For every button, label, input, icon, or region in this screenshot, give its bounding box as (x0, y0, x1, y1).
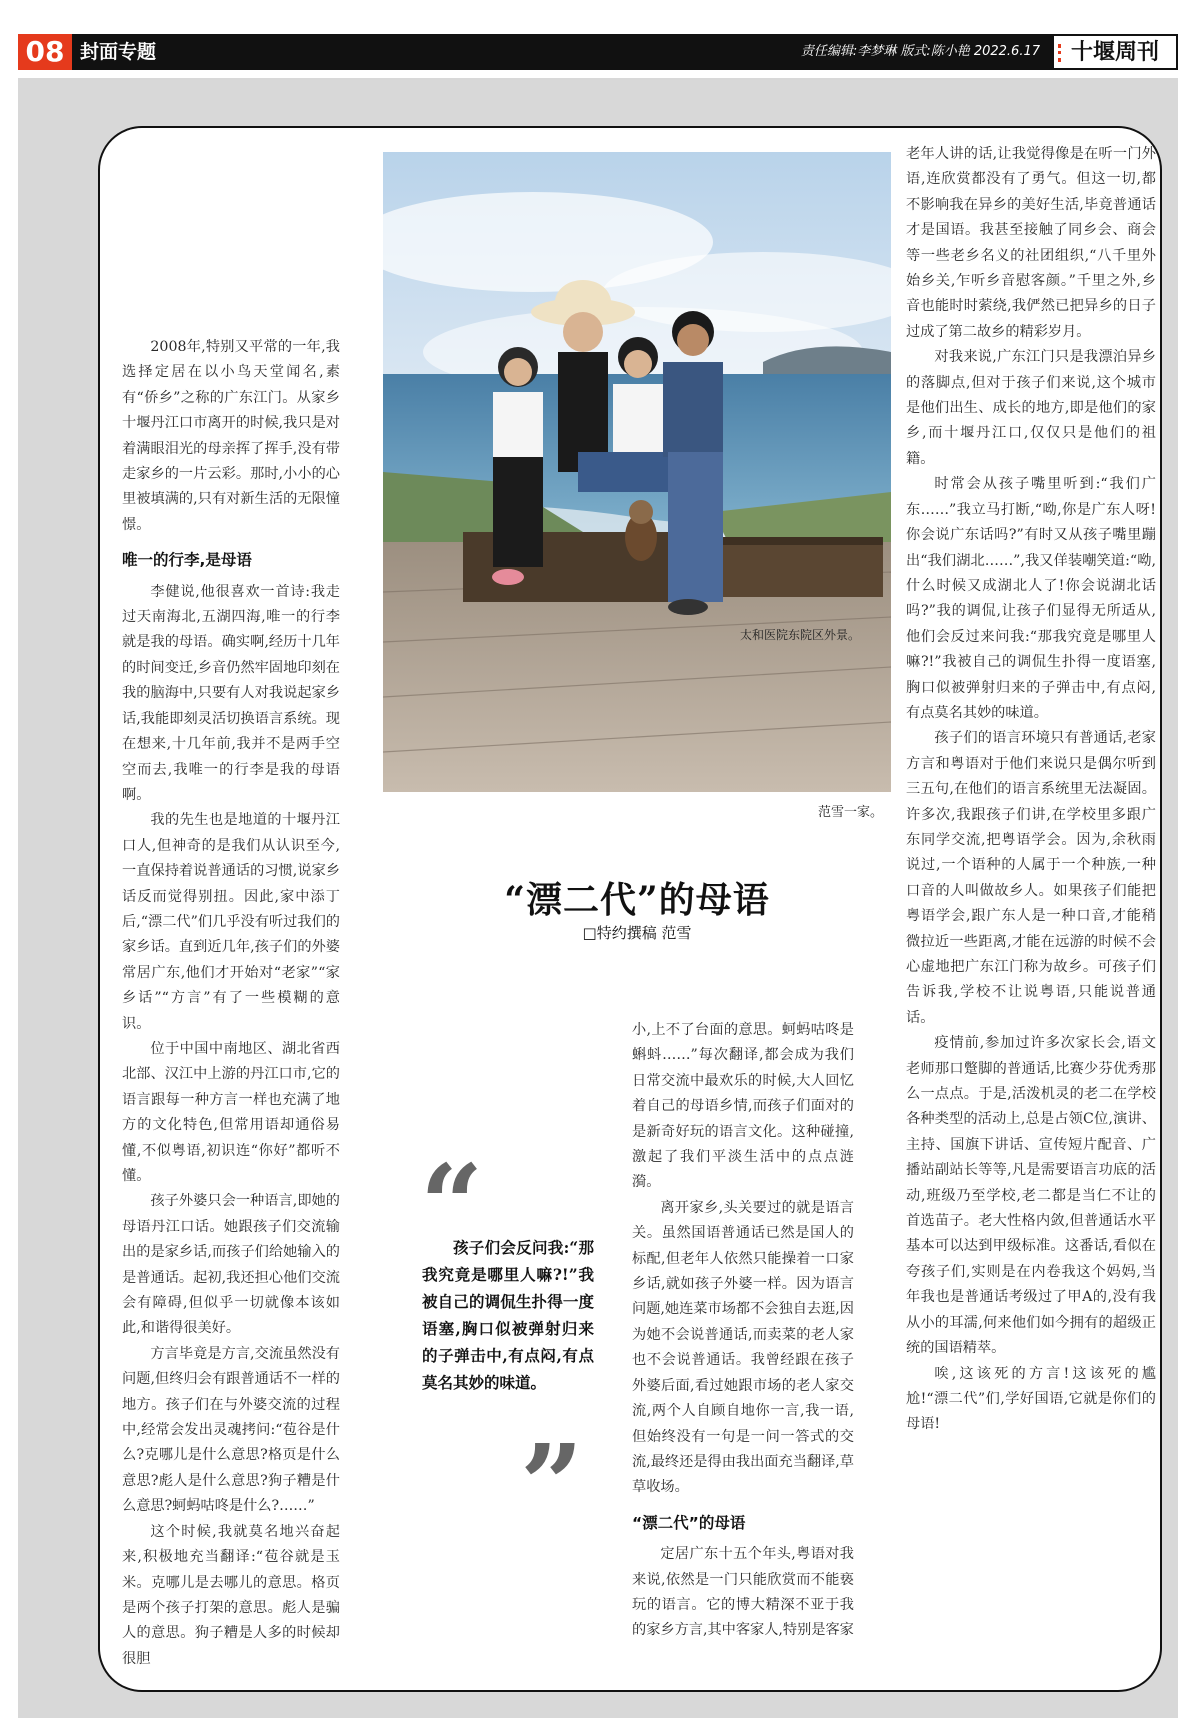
quote-close-icon: ” (520, 1420, 584, 1549)
paragraph: 孩子们的语言环境只有普通话,老家方言和粤语对于他们来说只是偶尔听到三五句,在他们的语言系统里无法凝固。许多次,我跟孩子们讲,在学校里多跟广东同学交流,把粤语学会。因为,余秋雨说过,一个语种的人属于一个种族,一种口音的人叫做故乡人。如果孩子们能把粤语学会,跟广东人是一种口音,才能稍微拉近一些距离,才能在远游的时候不会心虚地把广东江门称为故乡。可孩子们告诉我,学校不让说粤语,只能说普通话。 (906, 730, 1156, 1026)
brand-logo (1052, 34, 1178, 70)
section-title: 封面专题 (80, 41, 157, 63)
column-3 (632, 1018, 854, 1644)
subheading: “漂二代”的母语 (632, 1513, 746, 1532)
pull-quote-text: 孩子们会反问我:“那我究竟是哪里人嘛?!”我被自己的调侃生扑得一度语塞,胸口似被弹射归来的子弹击中,有点闷,有点莫名其妙的味道。 (422, 1238, 594, 1392)
article-byline: □特约撰稿 范雪 (582, 924, 692, 942)
family-photo (383, 152, 891, 792)
subheading: 唯一的行李,是母语 (122, 551, 252, 570)
paragraph: 我的先生也是地道的十堰丹江口人,但神奇的是我们从认识至今,一直保持着说普通话的习惯,说家乡话反而觉得别扭。因此,家中添丁后,“漂二代”们几乎没有听过我们的家乡话。直到近几年,孩子们的外婆常居广东,他们才开始对“老家”“家乡话”“方言”有了一些模糊的意识。 (122, 812, 340, 1032)
paragraph: 方言毕竟是方言,交流虽然没有问题,但终归会有跟普通话不一样的地方。孩子们在与外婆交流的过程中,经常会发出灵魂拷问:“苞谷是什么?克哪儿是什么意思?格页是什么意思?彪人是什么意思?狗子糟是什么意思?蚵蚂咕咚是什么?……” (122, 1345, 340, 1515)
editor-info: 责任编辑:李梦琳 版式:陈小艳 2022.6.17 (800, 44, 1040, 59)
paragraph: 李健说,他很喜欢一首诗:我走过天南海北,五湖四海,唯一的行李就是我的母语。确实啊,经历十几年的时间变迁,乡音仍然牢固地印刻在我的脑海中,只要有人对我说起家乡话,我能即刻灵活切换语言系统。现在想来,十几年前,我并不是两手空空而去,我唯一的行李是我的母语啊。 (122, 583, 340, 803)
paragraph: 位于中国中南地区、湖北省西北部、汉江中上游的丹江口市,它的语言跟每一种方言一样也充满了地方的文化特色,但常用语却通俗易懂,不似粤语,初识连“你好”都听不懂。 (122, 1040, 340, 1184)
brand-dots-icon (1058, 44, 1064, 62)
paragraph: 2008年,特别又平常的一年,我选择定居在以小鸟天堂闻名,素有“侨乡”之称的广东江门。从家乡十堰丹江口市离开的时候,我只是对着满眼泪光的母亲挥了挥手,没有带走家乡的一片云彩。那时,小小的心里被填满的,只有对新生活的无限憧憬。 (122, 339, 340, 533)
family-photo-image (383, 152, 891, 792)
page-number: 08 (18, 34, 72, 70)
paragraph: 这个时候,我就莫名地兴奋起来,积极地充当翻译:“苞谷就是玉米。克哪儿是去哪儿的意思。格页是两个孩子打架的意思。彪人是骗人的意思。狗子糟是人多的时候却很胆 (122, 1523, 340, 1667)
column-1 (122, 335, 340, 1672)
paragraph: 小,上不了台面的意思。蚵蚂咕咚是蝌蚪……”每次翻译,都会成为我们日常交流中最欢乐的时候,大人回忆着自己的母语乡情,而孩子们面对的是新奇好玩的语言文化。这种碰撞,激起了我们平淡生活中的点点涟漪。 (632, 1022, 854, 1191)
paragraph: 老年人讲的话,让我觉得像是在听一门外语,连欣赏都没有了勇气。但这一切,都不影响我在异乡的美好生活,毕竟普通话才是国语。我甚至接触了同乡会、商会等一些老乡名义的社团组织,“八千里外始乡关,乍听乡音慰客颜。”千里之外,乡音也能时时萦绕,我俨然已把异乡的日子过成了第二故乡的精彩岁月。 (906, 146, 1156, 340)
paragraph: 对我来说,广东江门只是我漂泊异乡的落脚点,但对于孩子们来说,这个城市是他们出生、成长的地方,即是他们的家乡,而十堰丹江口,仅仅只是他们的祖籍。 (906, 349, 1156, 467)
paragraph: 离开家乡,头关要过的就是语言关。虽然国语普通话已然是国人的标配,但老年人依然只能操着一口家乡话,就如孩子外婆一样。因为语言问题,她连菜市场都不会独自去逛,因为她不会说普通话,而卖菜的老人家也不会说普通话。我曾经跟在孩子外婆后面,看过她跟市场的老人家交流,两个人自顾自地你一言,我一语,但始终没有一句是一问一答式的交流,最终还是得由我出面充当翻译,草草收场。 (632, 1199, 854, 1496)
page-header (18, 34, 1178, 70)
paragraph: 疫情前,参加过许多次家长会,语文老师那口蹩脚的普通话,比赛少芬优秀那么一点点。于是,活泼机灵的老二在学校各种类型的活动上,总是占领C位,演讲、主持、国旗下讲话、宣传短片配音、广播站副站长等等,凡是需要语言功底的活动,班级乃至学校,老二都是当仁不让的首选苗子。老大性格内敛,但普通话水平基本可以达到甲级标准。这番话,看似在夸孩子们,实则是在内卷我这个妈妈,当年我也是普通话考级过了甲A的,没有我从小的耳濡,何来他们如今拥有的超级正统的国语精萃。 (906, 1035, 1156, 1357)
photo-caption: 范雪一家。 (818, 805, 884, 820)
pull-quote (422, 1234, 594, 1396)
paragraph: 孩子外婆只会一种语言,即她的母语丹江口话。她跟孩子们交流输出的是家乡话,而孩子们给她输入的是普通话。起初,我还担心他们交流会有障碍,但似乎一切就像本该如此,和谐得很美好。 (122, 1193, 340, 1337)
photo-inner-caption: 太和医院东院区外景。 (740, 628, 861, 642)
column-4 (906, 142, 1156, 1438)
paragraph: 唉,这该死的方言!这该死的尴尬!“漂二代”们,学好国语,它就是你们的母语! (906, 1365, 1156, 1433)
brand-name: 十堰周刊 (1070, 39, 1159, 65)
quote-open-icon: “ (420, 1140, 484, 1269)
article-title: “漂二代”的母语 (504, 879, 770, 921)
paragraph: 定居广东十五个年头,粤语对我来说,依然是一门只能欣赏而不能亵玩的语言。它的博大精深不亚于我的家乡方言,其中客家人,特别是客家 (632, 1546, 854, 1639)
paragraph: 时常会从孩子嘴里听到:“我们广东……”我立马打断,“呦,你是广东人呀!你会说广东话吗?”有时又从孩子嘴里蹦出“我们湖北……”,我又佯装嘲笑道:“呦,什么时候又成湖北人了!你会说湖北话吗?”我的调侃,让孩子们显得无所适从,他们会反过来问我:“那我究竟是哪里人嘛?!”我被自己的调侃生扑得一度语塞,胸口似被弹射归来的子弹击中,有点闷,有点莫名其妙的味道。 (906, 476, 1156, 721)
